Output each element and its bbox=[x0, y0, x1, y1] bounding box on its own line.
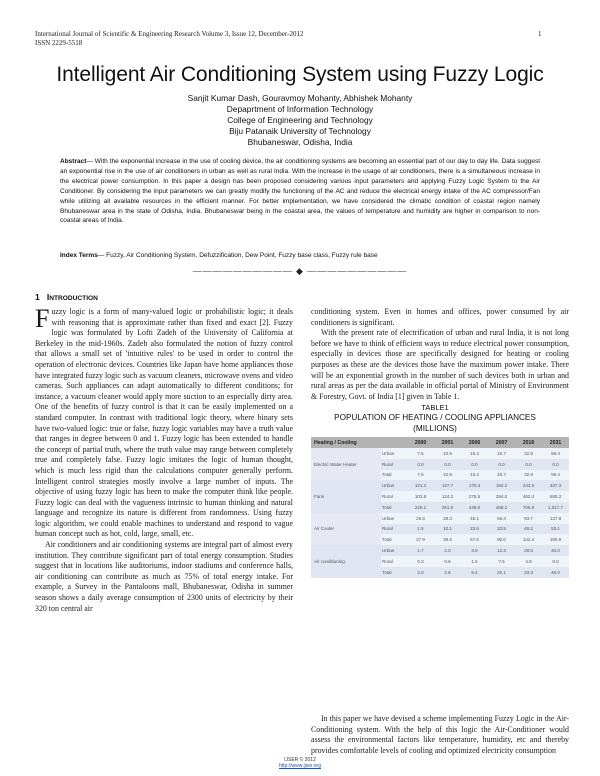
author-department: Depaprtment of Information Technology bbox=[226, 104, 374, 114]
table-header-cell: 2007 bbox=[488, 437, 515, 448]
table-value-cell: 28.3 bbox=[434, 513, 461, 524]
table-value-cell: 38.5 bbox=[434, 534, 461, 545]
table-value-cell: 15.4 bbox=[461, 470, 488, 481]
table-category-cell: Fans bbox=[311, 480, 381, 512]
index-terms-label: Index Terms bbox=[60, 252, 98, 259]
table-value-cell: 2.6 bbox=[434, 567, 461, 578]
table-value-cell: 0.0 bbox=[488, 459, 515, 470]
table-row bbox=[311, 448, 569, 459]
table-value-cell: 33.5 bbox=[488, 524, 515, 535]
right-column-bottom bbox=[311, 714, 569, 756]
author-college: College of Engineering and Technology bbox=[227, 115, 373, 125]
right-column-top bbox=[311, 307, 569, 402]
abstract bbox=[60, 157, 540, 226]
table-row bbox=[311, 513, 569, 524]
table-value-cell: 278.5 bbox=[461, 491, 488, 502]
right-paragraph-1: With the present rate of electrification of urban and rural India, it is not long before we have to think of efficient ways to reduce electrical power consumption, especially in devices those are specifically designed for heating or cooling purposes as these are the devices those have the maximum power intake. There will be an exponential growth in the number of such devices both in urban and rural areas as per the data available in official portal of Ministry of Environment & Forestry, Govt. of India [1] given in Table 1. bbox=[311, 328, 569, 401]
journal-header bbox=[35, 30, 303, 48]
abstract-label: Abstract bbox=[60, 158, 87, 165]
table-value-cell: 90.0 bbox=[488, 534, 515, 545]
table-type-cell: Rural bbox=[381, 556, 407, 567]
author-location: Bhubaneswar, Odisha, India bbox=[247, 137, 353, 147]
table-value-cell: 15.7 bbox=[488, 470, 515, 481]
table-value-cell: 93.7 bbox=[515, 513, 542, 524]
table-type-cell: Urban bbox=[381, 448, 407, 459]
table-type-cell: Urban bbox=[381, 545, 407, 556]
table-value-cell: 40.0 bbox=[542, 545, 569, 556]
author-university: Biju Patanaik University of Technology bbox=[229, 126, 371, 136]
table-type-cell: Total bbox=[381, 534, 407, 545]
table-value-cell: 67.6 bbox=[461, 534, 488, 545]
table-type-cell: Urban bbox=[381, 480, 407, 491]
table-value-cell: 2.0 bbox=[407, 567, 434, 578]
table-body bbox=[311, 448, 569, 578]
table-value-cell: 243.5 bbox=[515, 480, 542, 491]
table-value-cell: 103.8 bbox=[407, 491, 434, 502]
table-value-cell: 0.6 bbox=[434, 556, 461, 567]
table-value-cell: 59.4 bbox=[542, 448, 569, 459]
table-value-cell: 32.9 bbox=[515, 448, 542, 459]
table-value-cell: 49.2 bbox=[515, 524, 542, 535]
page-number: 1 bbox=[538, 30, 542, 38]
table-value-cell: 121.3 bbox=[407, 480, 434, 491]
table-value-cell: 5.4 bbox=[461, 567, 488, 578]
paper-title: Intelligent Air Conditioning System using Fuzzy Logic bbox=[56, 63, 544, 86]
table-value-cell: 59.4 bbox=[542, 470, 569, 481]
table-value-cell: 32.9 bbox=[515, 470, 542, 481]
table-header-cell: 2016 bbox=[515, 437, 542, 448]
table-value-cell: 1.5 bbox=[407, 524, 434, 535]
table-value-cell: 8.0 bbox=[542, 556, 569, 567]
section-title-first: I bbox=[46, 292, 50, 302]
table-value-cell: 56.4 bbox=[488, 513, 515, 524]
intro-paragraph-2: Air conditioners and air conditioning systems are integral part of almost every institution. They contribute significant part of total energy consumption. Studies suggest that in locations like auditoriums, indoor stadiums and conference halls, air conditioning can contribute as much as 75% of total energy intake. For example, a Survey in the Pantaloons mall, Bhubaneswar, Odisha in summer season shows a daily average consumption of 2300 units of electricity by their 320 ton central air bbox=[35, 540, 293, 613]
table-value-cell: 225.1 bbox=[407, 502, 434, 513]
table-value-cell: 1.7 bbox=[407, 545, 434, 556]
table-type-cell: Total bbox=[381, 470, 407, 481]
table-value-cell: 23.5 bbox=[461, 524, 488, 535]
appliance-table bbox=[311, 437, 569, 578]
right-paragraph-2: In this paper we have devised a scheme implementing Fuzzy Logic in the Air- Conditioning system. With the help of this logic the Air-Conditioner would assess the environmental factors like temperature, humidity, etc and thereby provides comfortable levels of cooling and optimized electricity consumption bbox=[311, 714, 569, 755]
table-type-cell: Rural bbox=[381, 491, 407, 502]
table-type-cell: Rural bbox=[381, 459, 407, 470]
table-header-cell: 2031 bbox=[542, 437, 569, 448]
table-value-cell: 53.1 bbox=[542, 524, 569, 535]
footer-copyright: IJSER © 2012 bbox=[284, 757, 316, 763]
table-value-cell: 1.5 bbox=[461, 556, 488, 567]
table-caption-title: POPULATION OF HEATING / COOLING APPLIANCES bbox=[334, 413, 536, 422]
table-category-cell: Air conditioning bbox=[311, 545, 381, 577]
table-category-cell: Electric Water Heater bbox=[311, 448, 381, 480]
table-header-row bbox=[311, 437, 569, 448]
table-caption-units: (MILLIONS) bbox=[413, 424, 457, 433]
table-value-cell: 7.6 bbox=[488, 556, 515, 567]
issn: ISSN 2229-5518 bbox=[35, 39, 83, 47]
section-number: 1 bbox=[35, 292, 40, 302]
table-value-cell: 170.4 bbox=[461, 480, 488, 491]
table-value-cell: 261.9 bbox=[434, 502, 461, 513]
table-header-cell: 2000 bbox=[407, 437, 434, 448]
table-caption-label: TABLE1 bbox=[421, 403, 449, 412]
index-terms-text: — Fuzzy, Air Conditioning System, Defuzzification, Dew Point, Fuzzy base class, Fuzzy rule base bbox=[97, 252, 378, 259]
table-value-cell: 4.8 bbox=[515, 556, 542, 567]
table-value-cell: 142.4 bbox=[515, 534, 542, 545]
section-heading bbox=[35, 292, 98, 302]
table-value-cell: 0.0 bbox=[434, 459, 461, 470]
table-value-cell: 15.7 bbox=[488, 448, 515, 459]
table-value-cell: 705.9 bbox=[515, 502, 542, 513]
left-column bbox=[35, 304, 293, 614]
table-value-cell: 10.9 bbox=[434, 470, 461, 481]
table-value-cell: 0.0 bbox=[407, 459, 434, 470]
table-value-cell: 449.0 bbox=[461, 502, 488, 513]
table-value-cell: 184.2 bbox=[488, 480, 515, 491]
table-value-cell: 10.9 bbox=[434, 448, 461, 459]
index-terms bbox=[60, 252, 540, 259]
table-value-cell: 7.6 bbox=[407, 448, 434, 459]
intro-paragraph-1: Fuzzy logic is a form of many-valued logic or probabilistic logic; it deals with reasoning that is approximate rather than fixed and exact [2]. Fuzzy logic was formulated by Lofti Zadeh of the University of California at Berkeley in the mid-1960s. Zadeh also formulated the notion of fuzzy control that allows a small set of 'intuitive rules' to be used in order to control the operation of electronic devices. Countries like Japan have home appliances those have integrated fuzzy logic such as vacuum cleaners, microwave ovens and video cameras. Such appliances can adapt automatically to different conditions; for instance, a vacuum cleaner would apply more suction to an especially dirty area. One of the benefits of fuzzy control is that it can be easily implemented on a standard computer. In contrast with traditional logic theory, where binary sets have two-valued logic: true or false, fuzzy logic variables may have a truth value that ranges in degree between 0 and 1. Fuzzy logic has been extended to handle the concept of partial truth, where the truth value may range between completely true and completely false. Fuzzy logic imitates the logic of human thought, which is much less rigid than the calculations computer generally perform. Intelligent control strategies mostly involve a large number of inputs. The objective of using fuzzy logic has been to make the computer think like people. Fuzzy logic can deal with the vagueness intrinsic to human thinking and natural language and recognize its nature is different from randomness. Using fuzzy logic algorithm, we could enable machines to understand and respond to vague human concept such as hot, cold, large, small, etc. bbox=[35, 304, 293, 539]
table-value-cell: 1,017.7 bbox=[542, 502, 569, 513]
table-value-cell: 20.1 bbox=[488, 567, 515, 578]
table-header-cell: 2001 bbox=[434, 437, 461, 448]
author-names: Sanjit Kumar Dash, Gouravmoy Mohanty, Abhishek Mohanty bbox=[187, 93, 413, 103]
table-type-cell: Rural bbox=[381, 524, 407, 535]
table-value-cell: 2.0 bbox=[434, 545, 461, 556]
table-value-cell: 12.3 bbox=[488, 545, 515, 556]
table-value-cell: 0.0 bbox=[461, 459, 488, 470]
table-type-cell: Urban bbox=[381, 513, 407, 524]
table-value-cell: 468.2 bbox=[488, 502, 515, 513]
table-row bbox=[311, 545, 569, 556]
table-value-cell: 124.2 bbox=[434, 491, 461, 502]
dropcap: F bbox=[35, 304, 50, 333]
right-paragraph-0: conditioning system. Even in homes and offices, power consumed by air conditioners is significant. bbox=[311, 307, 569, 327]
table-value-cell: 0.0 bbox=[515, 459, 542, 470]
abstract-text: — With the exponential increase in the use of cooling device, the air conditioning systems are becoming an essential part of our day to day life. Data suggest an exponential rise in the use of air conditioners in urban as well as rural India. With the increase in the usage of air conditioners, there is a simultaneous increase in the electrical power consumption. In this paper a design has been proposed considering various input parameters and applying Fuzzy Logic System to the Air Conditioner. By considering the input parameters we can greatly modify the functioning of the AC and reduce the electrical energy intake of the AC compressor/Fan while utilizing all available resources in the efficient manner. For better implementation, we have considered the climatic condition of coastal region namely Bhubaneswar area in the state of Odisha, India. Bhubaneswar being in the coastal area, the values of temperature and humidity are higher in comparison to non-coastal areas of India. bbox=[60, 158, 540, 225]
table-value-cell: 0.3 bbox=[407, 556, 434, 567]
table-value-cell: 7.6 bbox=[407, 470, 434, 481]
page-footer bbox=[0, 757, 600, 770]
table-value-cell: 48.0 bbox=[542, 567, 569, 578]
table-header-cell: Heating / Cooling bbox=[311, 437, 381, 448]
table-value-cell: 28.5 bbox=[515, 545, 542, 556]
table-value-cell: 27.9 bbox=[407, 534, 434, 545]
section-title-rest: NTRODUCTION bbox=[49, 295, 98, 302]
table-value-cell: 680.3 bbox=[542, 491, 569, 502]
table-category-cell: Air Cooler bbox=[311, 513, 381, 545]
table-value-cell: 33.3 bbox=[515, 567, 542, 578]
table-type-cell: Total bbox=[381, 567, 407, 578]
table-row bbox=[311, 480, 569, 491]
table-value-cell: 462.4 bbox=[515, 491, 542, 502]
table-header-cell: 2006 bbox=[461, 437, 488, 448]
author-block bbox=[0, 93, 600, 148]
table-value-cell: 137.8 bbox=[542, 513, 569, 524]
footer-url-link[interactable]: http://www.ijser.org bbox=[279, 763, 321, 770]
section-separator: —————————— ◆ —————————— bbox=[192, 266, 408, 276]
table-value-cell: 26.6 bbox=[407, 513, 434, 524]
table-value-cell: 137.7 bbox=[434, 480, 461, 491]
table-value-cell: 190.9 bbox=[542, 534, 569, 545]
table-header-cell bbox=[381, 437, 407, 448]
table-value-cell: 284.0 bbox=[488, 491, 515, 502]
table-value-cell: 15.4 bbox=[461, 448, 488, 459]
table-type-cell: Total bbox=[381, 502, 407, 513]
table-value-cell: 10.1 bbox=[434, 524, 461, 535]
journal-name: International Journal of Scientific & Engineering Research Volume 3, Issue 12, December-2012 bbox=[35, 30, 304, 38]
table-value-cell: 0.0 bbox=[542, 459, 569, 470]
table-value-cell: 45.1 bbox=[461, 513, 488, 524]
table-value-cell: 337.3 bbox=[542, 480, 569, 491]
table-value-cell: 3.9 bbox=[461, 545, 488, 556]
